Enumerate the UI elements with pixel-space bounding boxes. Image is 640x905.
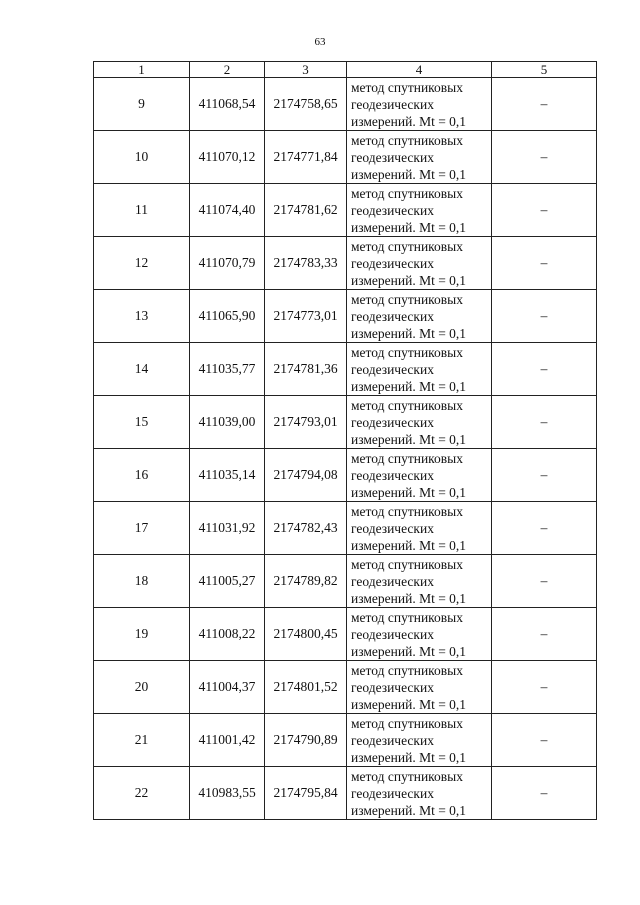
point-number-cell: 9 <box>94 78 190 131</box>
method-line: геодезических <box>351 96 434 112</box>
method-line: метод спутниковых <box>351 185 463 201</box>
header-cell-5: 5 <box>492 62 597 78</box>
method-line: геодезических <box>351 414 434 430</box>
method-line: геодезических <box>351 785 434 801</box>
note-cell: – <box>492 184 597 237</box>
table-row <box>94 290 597 343</box>
coordinate-y-cell: 2174794,08 <box>265 449 347 502</box>
coordinate-y-cell: 2174790,89 <box>265 714 347 767</box>
method-cell <box>347 290 492 343</box>
table-row <box>94 767 597 820</box>
note-cell: – <box>492 767 597 820</box>
coordinate-x-cell: 411068,54 <box>190 78 265 131</box>
method-line: геодезических <box>351 732 434 748</box>
coordinate-x-cell: 411004,37 <box>190 661 265 714</box>
method-cell <box>347 343 492 396</box>
method-line: геодезических <box>351 308 434 324</box>
method-cell <box>347 502 492 555</box>
method-line: геодезических <box>351 467 434 483</box>
coordinate-x-cell: 411074,40 <box>190 184 265 237</box>
method-line: метод спутниковых <box>351 79 463 95</box>
point-number-cell: 14 <box>94 343 190 396</box>
coordinate-x-cell: 411035,14 <box>190 449 265 502</box>
method-line: метод спутниковых <box>351 768 463 784</box>
method-line: геодезических <box>351 573 434 589</box>
note-cell: – <box>492 661 597 714</box>
point-number-cell: 22 <box>94 767 190 820</box>
method-cell <box>347 714 492 767</box>
coordinate-y-cell: 2174800,45 <box>265 608 347 661</box>
coordinate-y-cell: 2174795,84 <box>265 767 347 820</box>
coordinate-y-cell: 2174773,01 <box>265 290 347 343</box>
coordinate-y-cell: 2174789,82 <box>265 555 347 608</box>
table-row <box>94 131 597 184</box>
page-number: 63 <box>314 36 326 48</box>
method-line: измерений. Mt = 0,1 <box>351 272 467 288</box>
coordinate-x-cell: 410983,55 <box>190 767 265 820</box>
table-row <box>94 555 597 608</box>
point-number-cell: 20 <box>94 661 190 714</box>
method-cell <box>347 396 492 449</box>
note-cell: – <box>492 714 597 767</box>
method-line: геодезических <box>351 520 434 536</box>
coordinate-x-cell: 411070,12 <box>190 131 265 184</box>
point-number-cell: 19 <box>94 608 190 661</box>
point-number-cell: 18 <box>94 555 190 608</box>
method-cell <box>347 767 492 820</box>
coordinate-x-cell: 411001,42 <box>190 714 265 767</box>
note-cell: – <box>492 449 597 502</box>
coordinate-y-cell: 2174793,01 <box>265 396 347 449</box>
method-cell <box>347 661 492 714</box>
table-row <box>94 714 597 767</box>
table-row <box>94 184 597 237</box>
method-line: метод спутниковых <box>351 450 463 466</box>
method-cell <box>347 184 492 237</box>
method-line: измерений. Mt = 0,1 <box>351 431 467 447</box>
method-line: метод спутниковых <box>351 503 463 519</box>
table-row <box>94 343 597 396</box>
coordinate-x-cell: 411008,22 <box>190 608 265 661</box>
point-number-cell: 10 <box>94 131 190 184</box>
method-cell <box>347 555 492 608</box>
method-line: геодезических <box>351 361 434 377</box>
point-number-cell: 12 <box>94 237 190 290</box>
method-line: геодезических <box>351 149 434 165</box>
method-cell <box>347 78 492 131</box>
method-line: метод спутниковых <box>351 662 463 678</box>
method-line: метод спутниковых <box>351 715 463 731</box>
note-cell: – <box>492 290 597 343</box>
method-line: измерений. Mt = 0,1 <box>351 325 467 341</box>
method-line: измерений. Mt = 0,1 <box>351 590 467 606</box>
coordinate-x-cell: 411005,27 <box>190 555 265 608</box>
method-cell <box>347 237 492 290</box>
coordinate-y-cell: 2174782,43 <box>265 502 347 555</box>
coordinate-y-cell: 2174758,65 <box>265 78 347 131</box>
note-cell: – <box>492 237 597 290</box>
method-line: метод спутниковых <box>351 344 463 360</box>
method-line: метод спутниковых <box>351 556 463 572</box>
note-cell: – <box>492 608 597 661</box>
method-line: метод спутниковых <box>351 609 463 625</box>
coordinate-y-cell: 2174781,62 <box>265 184 347 237</box>
method-line: измерений. Mt = 0,1 <box>351 484 467 500</box>
coordinate-x-cell: 411035,77 <box>190 343 265 396</box>
note-cell: – <box>492 343 597 396</box>
coordinate-y-cell: 2174783,33 <box>265 237 347 290</box>
table-row <box>94 78 597 131</box>
table-row <box>94 608 597 661</box>
method-cell <box>347 449 492 502</box>
method-line: геодезических <box>351 626 434 642</box>
note-cell: – <box>492 555 597 608</box>
header-cell-4: 4 <box>347 62 492 78</box>
method-line: метод спутниковых <box>351 397 463 413</box>
method-line: измерений. Mt = 0,1 <box>351 378 467 394</box>
method-line: измерений. Mt = 0,1 <box>351 166 467 182</box>
coordinate-y-cell: 2174801,52 <box>265 661 347 714</box>
table-row <box>94 661 597 714</box>
method-line: метод спутниковых <box>351 291 463 307</box>
point-number-cell: 11 <box>94 184 190 237</box>
method-cell <box>347 131 492 184</box>
note-cell: – <box>492 131 597 184</box>
method-line: геодезических <box>351 255 434 271</box>
table-header-row <box>94 62 597 78</box>
table-row <box>94 502 597 555</box>
method-line: измерений. Mt = 0,1 <box>351 696 467 712</box>
coordinate-x-cell: 411039,00 <box>190 396 265 449</box>
note-cell: – <box>492 78 597 131</box>
method-cell <box>347 608 492 661</box>
point-number-cell: 21 <box>94 714 190 767</box>
table-body <box>94 62 597 820</box>
coordinate-y-cell: 2174781,36 <box>265 343 347 396</box>
note-cell: – <box>492 502 597 555</box>
method-line: измерений. Mt = 0,1 <box>351 749 467 765</box>
coordinates-table <box>93 61 597 820</box>
method-line: измерений. Mt = 0,1 <box>351 219 467 235</box>
point-number-cell: 15 <box>94 396 190 449</box>
coordinate-x-cell: 411070,79 <box>190 237 265 290</box>
point-number-cell: 16 <box>94 449 190 502</box>
table-row <box>94 449 597 502</box>
method-line: измерений. Mt = 0,1 <box>351 113 467 129</box>
note-cell: – <box>492 396 597 449</box>
method-line: геодезических <box>351 679 434 695</box>
table-row <box>94 396 597 449</box>
header-cell-2: 2 <box>190 62 265 78</box>
header-cell-1: 1 <box>94 62 190 78</box>
method-line: геодезических <box>351 202 434 218</box>
coordinate-y-cell: 2174771,84 <box>265 131 347 184</box>
method-line: метод спутниковых <box>351 238 463 254</box>
header-cell-3: 3 <box>265 62 347 78</box>
point-number-cell: 17 <box>94 502 190 555</box>
coordinate-x-cell: 411031,92 <box>190 502 265 555</box>
method-line: измерений. Mt = 0,1 <box>351 643 467 659</box>
method-line: метод спутниковых <box>351 132 463 148</box>
method-line: измерений. Mt = 0,1 <box>351 537 467 553</box>
coordinate-x-cell: 411065,90 <box>190 290 265 343</box>
method-line: измерений. Mt = 0,1 <box>351 802 467 818</box>
table-row <box>94 237 597 290</box>
point-number-cell: 13 <box>94 290 190 343</box>
